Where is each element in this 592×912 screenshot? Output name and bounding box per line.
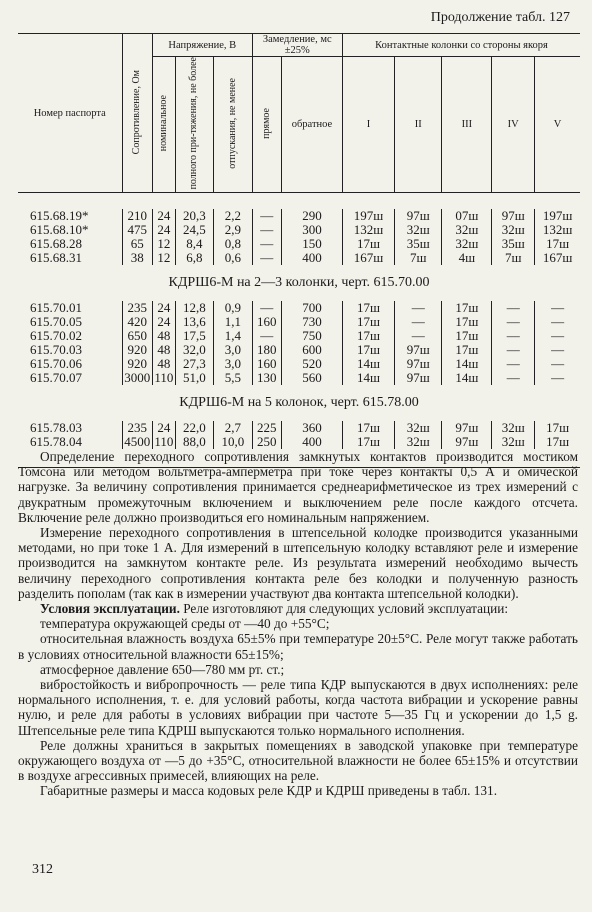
header-contacts: Контактные колонки со стороны якоря [342,34,580,57]
table-cell: 12,8 [175,301,213,315]
table-row [18,301,580,315]
table-cell: — [394,315,441,329]
paragraph-storage: Реле должны храниться в закрытых помещениях в заводской упаковке при температуре окружающего воздуха от —5 до +35°С, относительной влажности не более 65±15% и отсутствии в воздухе агрессивных примесей, влияющих на реле. [18,737,578,784]
table-cell: 730 [281,315,342,329]
paragraph-socket-measurement: Измерение переходного сопротивления в штепсельной колодке производится указанными методами, но при токе 1 А. Для измерений в штепсельную колодку вставляют реле и измерение производится на замкнутом контакте реле. Из результата измерений необходимо вычесть величину переходного сопротивления контакта реле без колодки и полученную разность разделить пополам (так как в измерении участвуют два контакта штепсельной колодки). [18,525,578,601]
table-cell: 615.78.04 [30,434,82,450]
table-row [18,209,580,223]
header-col-III: III [442,57,492,193]
table-cell: 132ш [535,223,580,237]
table-cell: 167ш [535,251,580,265]
table-cell: 1,4 [214,329,252,343]
section-1-rows [18,209,580,265]
table-cell: 250 [252,435,281,449]
table-cell: 0,8 [214,237,252,251]
table-cell: 22,0 [175,421,213,435]
table-cell: 24 [153,315,176,329]
section-2-rows [18,301,580,385]
table-cell: — [492,357,535,371]
table-cell: 48 [153,329,176,343]
table-cell: 400 [281,435,342,449]
table-cell: — [492,371,535,385]
table-cell: 7ш [394,251,441,265]
table-cell: 615.68.28 [30,236,82,252]
table-cell: 615.68.31 [30,250,82,266]
table-cell: 1,1 [214,315,252,329]
header-resistance: Сопротивление, Ом [122,34,153,193]
table-cell: 210 [122,209,153,223]
table-cell: 7ш [492,251,535,265]
table-row [18,371,580,385]
table-cell: 160 [252,357,281,371]
table-cell: 300 [281,223,342,237]
table-cell: 0,6 [214,251,252,265]
table-cell: 2,7 [214,421,252,435]
table-cell: 17ш [535,237,580,251]
table-cell: 97ш [394,343,441,357]
table-cell: 615.70.03 [30,342,82,358]
table-cell: 38 [122,251,153,265]
table-cell: 600 [281,343,342,357]
table-cell: 197ш [342,209,394,223]
page-number: 312 [32,862,53,877]
table-cell: 3,0 [214,357,252,371]
table-cell: 225 [252,421,281,435]
table-cell: 12 [153,251,176,265]
table-cell: 88,0 [175,435,213,449]
table-cell: 27,3 [175,357,213,371]
table-cell: 97ш [394,209,441,223]
table-cell: 48 [153,343,176,357]
table-cell: 17ш [342,301,394,315]
table-cell: 2,2 [214,209,252,223]
table-cell: 3,0 [214,343,252,357]
table-cell: 32ш [492,435,535,449]
table-cell: 920 [122,343,153,357]
paragraph-measurement: Определение переходного сопротивления замкнутых контактов производится мостиком Томсона или методом вольтметра-амперметра при токе через контакты 0,5 А и омической нагрузке. За величину сопротивления принимается среднеарифметическое из трех измерений с двукратным промежуточным включением и выключением реле после каждого отсчета. Включение реле должно производиться его номинальным напряжением. [18,449,578,525]
table-cell: 17ш [342,237,394,251]
header-direct: прямое [252,57,281,193]
table-cell: 32ш [442,223,492,237]
table-cell: 235 [122,301,153,315]
table-cell: 24 [153,421,176,435]
header-col-II: II [394,57,441,193]
table-cell: 17ш [442,301,492,315]
table-cell: — [252,329,281,343]
table-cell: 3000 [122,371,153,385]
table-cell: 97ш [442,435,492,449]
header-voltage: Напряжение, В [153,34,253,57]
table-cell: 130 [252,371,281,385]
table-cell: 110 [154,370,174,386]
header-full-pull: полного при-тяжения, не более [175,57,213,193]
conditions-heading: Условия эксплуатации. [40,601,180,617]
section-3-title: КДРШ6-М на 5 колонок, черт. 615.78.00 [179,395,419,411]
table-cell: 0,9 [214,301,252,315]
condition-pressure: атмосферное давление 650—780 мм рт. ст.; [40,661,285,677]
table-cell: 132ш [342,223,394,237]
table-cell: 48 [153,357,176,371]
table-cell: 65 [122,237,153,251]
table-cell: — [394,301,441,315]
table-cell: — [535,343,580,357]
table-cell: — [492,329,535,343]
relay-table [18,33,580,468]
table-cell: 2,9 [214,223,252,237]
header-col-IV: IV [492,57,535,193]
table-cell: 17ш [342,435,394,449]
table-cell: 24 [153,209,176,223]
table-cell: 24,5 [175,223,213,237]
continuation-title: Продолжение табл. 127 [430,10,570,25]
header-passport: Номер паспорта [18,34,122,193]
table-cell: 32ш [442,237,492,251]
table-cell: — [535,357,580,371]
table-cell: 615.68.19* [30,208,89,224]
table-cell: 32ш [394,435,441,449]
table-cell: 32,0 [175,343,213,357]
condition-humidity: относительная влажность воздуха 65±5% при температуре 20±5°С. Реле могут также работать в условиях относительной влажности 65±15%; [18,631,578,662]
header-nominal: номинальное [153,57,176,193]
table-cell: 615.70.05 [30,314,82,330]
table-cell: 14ш [442,371,492,385]
table-cell: 17,5 [175,329,213,343]
table-cell: 475 [122,223,153,237]
table-cell: 360 [281,421,342,435]
table-row [18,421,580,435]
table-cell: 13,6 [175,315,213,329]
condition-vibration: вибростойкость и вибропрочность — реле типа КДР выпускаются в двух исполнениях: реле нормального исполнения, т. е. для условий работы, когда частота вибрации и ускорение равны нулю, и реле для работы в условиях вибрации при частоте 5—35 Гц и ускорении до 1,5 g. Штепсельные реле типа КДРШ выпускаются только нормального исполнения. [18,677,578,738]
table-cell: 17ш [535,435,580,449]
table-cell: 615.70.07 [30,370,82,386]
header-col-I: I [342,57,394,193]
header-delay: Замедление, мс ±25% [252,34,342,57]
table-cell: 14ш [342,357,394,371]
table-cell: 32ш [394,223,441,237]
table-cell: 17ш [342,329,394,343]
table-row [18,329,580,343]
table-cell: 4500 [122,435,153,449]
table-cell: 180 [252,343,281,357]
table-cell: 290 [281,209,342,223]
table-cell: 14ш [342,371,394,385]
table-cell: 750 [281,329,342,343]
header-release: отпускания, не менее [214,57,252,193]
table-cell: — [394,329,441,343]
table-row [18,343,580,357]
table-cell: — [492,301,535,315]
table-cell: — [492,315,535,329]
table-cell: 20,3 [175,209,213,223]
table-row [18,435,580,449]
table-cell: 615.68.10* [30,222,89,238]
table-cell: — [535,329,580,343]
table-cell: 51,0 [175,371,213,385]
table-cell: 4ш [442,251,492,265]
table-cell: 24 [153,223,176,237]
table-cell: — [492,343,535,357]
table-cell: 197ш [535,209,580,223]
paragraph-dimensions: Габаритные размеры и масса кодовых реле КДР и КДРШ приведены в табл. 131. [40,783,498,799]
table-cell: — [252,237,281,251]
header-col-V: V [535,57,580,193]
table-cell: 5,5 [214,371,252,385]
section-2-title: КДРШ6-М на 2—3 колонки, черт. 615.70.00 [168,275,430,291]
table-cell: 920 [122,357,153,371]
table-cell: 615.70.02 [30,328,82,344]
table-cell: 24 [153,301,176,315]
table-cell: 17ш [342,315,394,329]
table-cell: — [252,223,281,237]
table-cell: 35ш [394,237,441,251]
table-cell: — [252,209,281,223]
table-cell: 8,4 [175,237,213,251]
table-row [18,237,580,251]
table-cell: 17ш [442,329,492,343]
table-cell: 17ш [535,421,580,435]
table-cell: 35ш [492,237,535,251]
table-cell: 160 [252,315,281,329]
table-row [18,251,580,265]
table-cell: 32ш [394,421,441,435]
table-cell: 17ш [442,343,492,357]
condition-temperature: температура окружающей среды от —40 до +55°С; [40,616,330,632]
table-cell: 6,8 [175,251,213,265]
table-cell: 97ш [394,357,441,371]
table-row [18,223,580,237]
table-cell: 700 [281,301,342,315]
table-cell: 17ш [442,315,492,329]
table-cell: 17ш [342,421,394,435]
table-cell: 97ш [492,209,535,223]
table-row [18,357,580,371]
table-row [18,315,580,329]
table-cell: 32ш [492,421,535,435]
table-cell: — [535,301,580,315]
table-cell: — [535,315,580,329]
section-3-rows [18,421,580,449]
table-cell: 560 [281,371,342,385]
body-text [18,449,578,799]
table-cell: 650 [122,329,153,343]
table-cell: 32ш [492,223,535,237]
table-cell: 235 [122,421,153,435]
table-cell: 10,0 [214,435,252,449]
table-cell: 420 [122,315,153,329]
table-cell: 615.70.06 [30,356,82,372]
table-cell: 400 [281,251,342,265]
table-cell: 150 [281,237,342,251]
table-cell: 97ш [442,421,492,435]
table-cell: — [252,301,281,315]
table-cell: 110 [154,434,174,450]
table-cell: 14ш [442,357,492,371]
table-cell: 167ш [342,251,394,265]
table-cell: — [252,251,281,265]
table-cell: 520 [281,357,342,371]
paragraph-conditions: Условия эксплуатации. Реле изготовляют для следующих условий эксплуатации: [40,601,509,617]
table-cell: 17ш [342,343,394,357]
table-cell: 97ш [394,371,441,385]
table-cell: 12 [153,237,176,251]
table-cell: — [535,371,580,385]
table-cell: 615.70.01 [30,300,82,316]
table-cell: 615.78.03 [30,420,82,436]
table-cell: 07ш [442,209,492,223]
header-reverse: обратное [281,57,342,193]
